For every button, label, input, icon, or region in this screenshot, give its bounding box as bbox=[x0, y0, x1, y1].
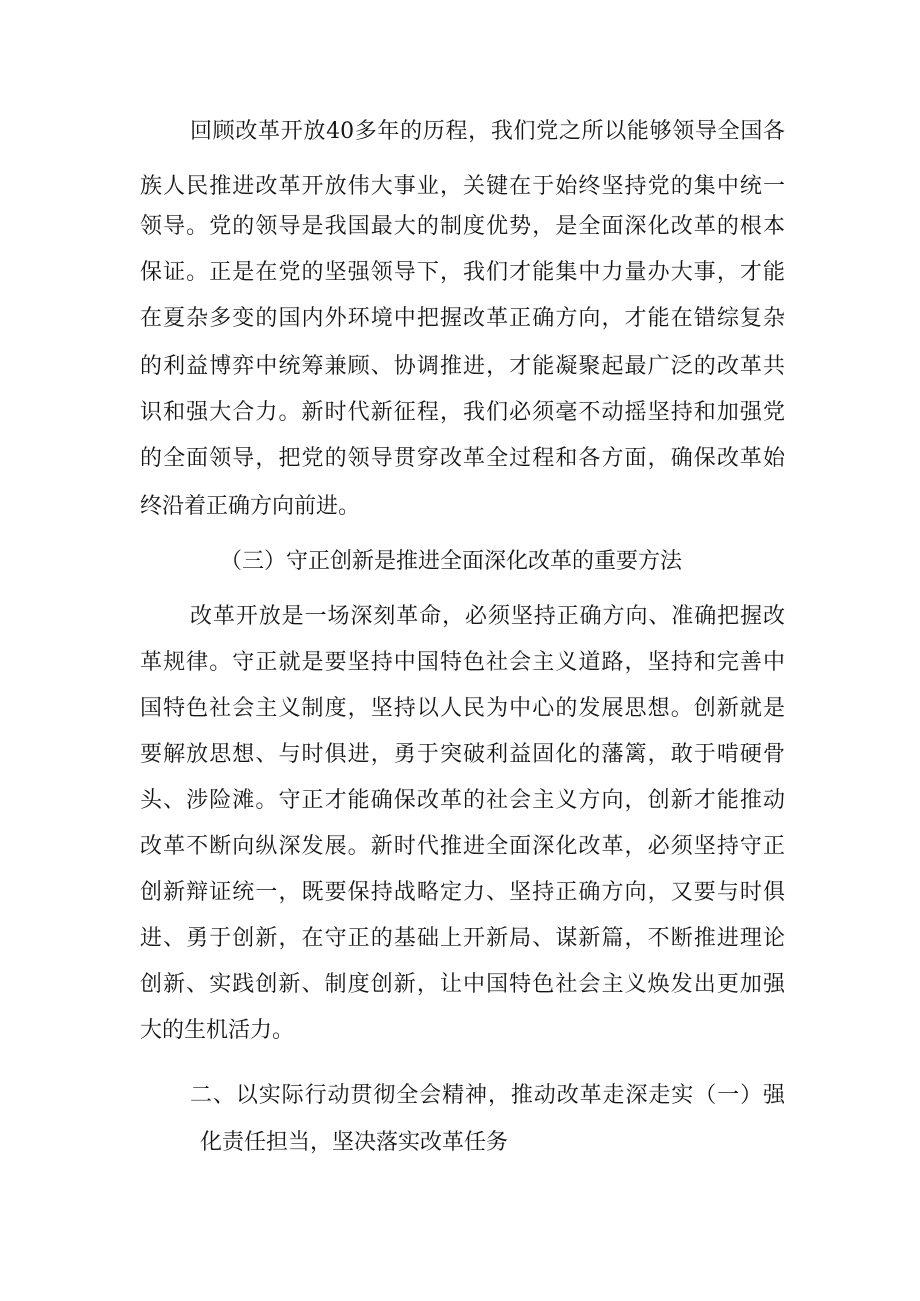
paragraph-2-line: 大的生机活力。 bbox=[140, 1018, 295, 1043]
paragraph-1-line: 终沿着正确方向前进。 bbox=[140, 494, 361, 519]
paragraph-2-line: 改革开放是一场深刻革命，必须坚持正确方向、准确把握改 bbox=[190, 604, 785, 629]
paragraph-2-line: 改革不断向纵深发展。新时代推进全面深化改革，必须坚持守正 bbox=[140, 834, 785, 859]
paragraph-2-line: 进、勇于创新，在守正的基础上开新局、谋新篇，不断推进理论 bbox=[140, 926, 785, 951]
paragraph-1-line: 回顾改革开放40多年的历程，我们党之所以能够领导全国各 bbox=[190, 119, 785, 144]
paragraph-1-line: 在夏杂多变的国内外环境中把握改革正确方向，才能在错综复杂 bbox=[140, 306, 785, 331]
paragraph-2-line: 国特色社会主义制度，坚持以人民为中心的发展思想。创新就是 bbox=[140, 696, 785, 721]
section-two-heading-line: 化责任担当，坚决落实改革任务 bbox=[200, 1130, 509, 1155]
paragraph-1-line: 族人民推进改革开放伟大事业，关键在于始终坚持党的集中统一 bbox=[140, 174, 785, 199]
paragraph-2-line: 要解放思想、与时俱进，勇于突破利益固化的藩篱，敢于啃硬骨 bbox=[140, 742, 785, 767]
paragraph-2-line: 革规律。守正就是要坚持中国特色社会主义道路，坚持和完善中 bbox=[140, 650, 785, 675]
paragraph-1-line: 保证。正是在党的坚强领导下，我们才能集中力量办大事，才能 bbox=[140, 260, 785, 285]
paragraph-2-line: 创新、实践创新、制度创新，让中国特色社会主义焕发出更加强 bbox=[140, 972, 785, 997]
paragraph-1-line: 领导。党的领导是我国最大的制度优势，是全面深化改革的根本 bbox=[140, 214, 785, 239]
section-two-heading-line: 二、以实际行动贯彻全会精神，推动改革走深走实（一）强 bbox=[190, 1083, 785, 1108]
paragraph-2-line: 头、涉险滩。守正才能确保改革的社会主义方向，创新才能推动 bbox=[140, 788, 785, 813]
paragraph-2-line: 创新辩证统一，既要保持战略定力、坚持正确方向，又要与时俱 bbox=[140, 880, 785, 905]
paragraph-1-line: 识和强大合力。新时代新征程，我们必须毫不动摇坚持和加强党 bbox=[140, 400, 785, 425]
paragraph-1-line: 的利益博弈中统筹兼顾、协调推进，才能凝聚起最广泛的改革共 bbox=[140, 354, 785, 379]
section-heading: （三）守正创新是推进全面深化改革的重要方法 bbox=[220, 549, 683, 574]
paragraph-1-line: 的全面领导，把党的领导贯穿改革全过程和各方面，确保改革始 bbox=[140, 446, 785, 471]
